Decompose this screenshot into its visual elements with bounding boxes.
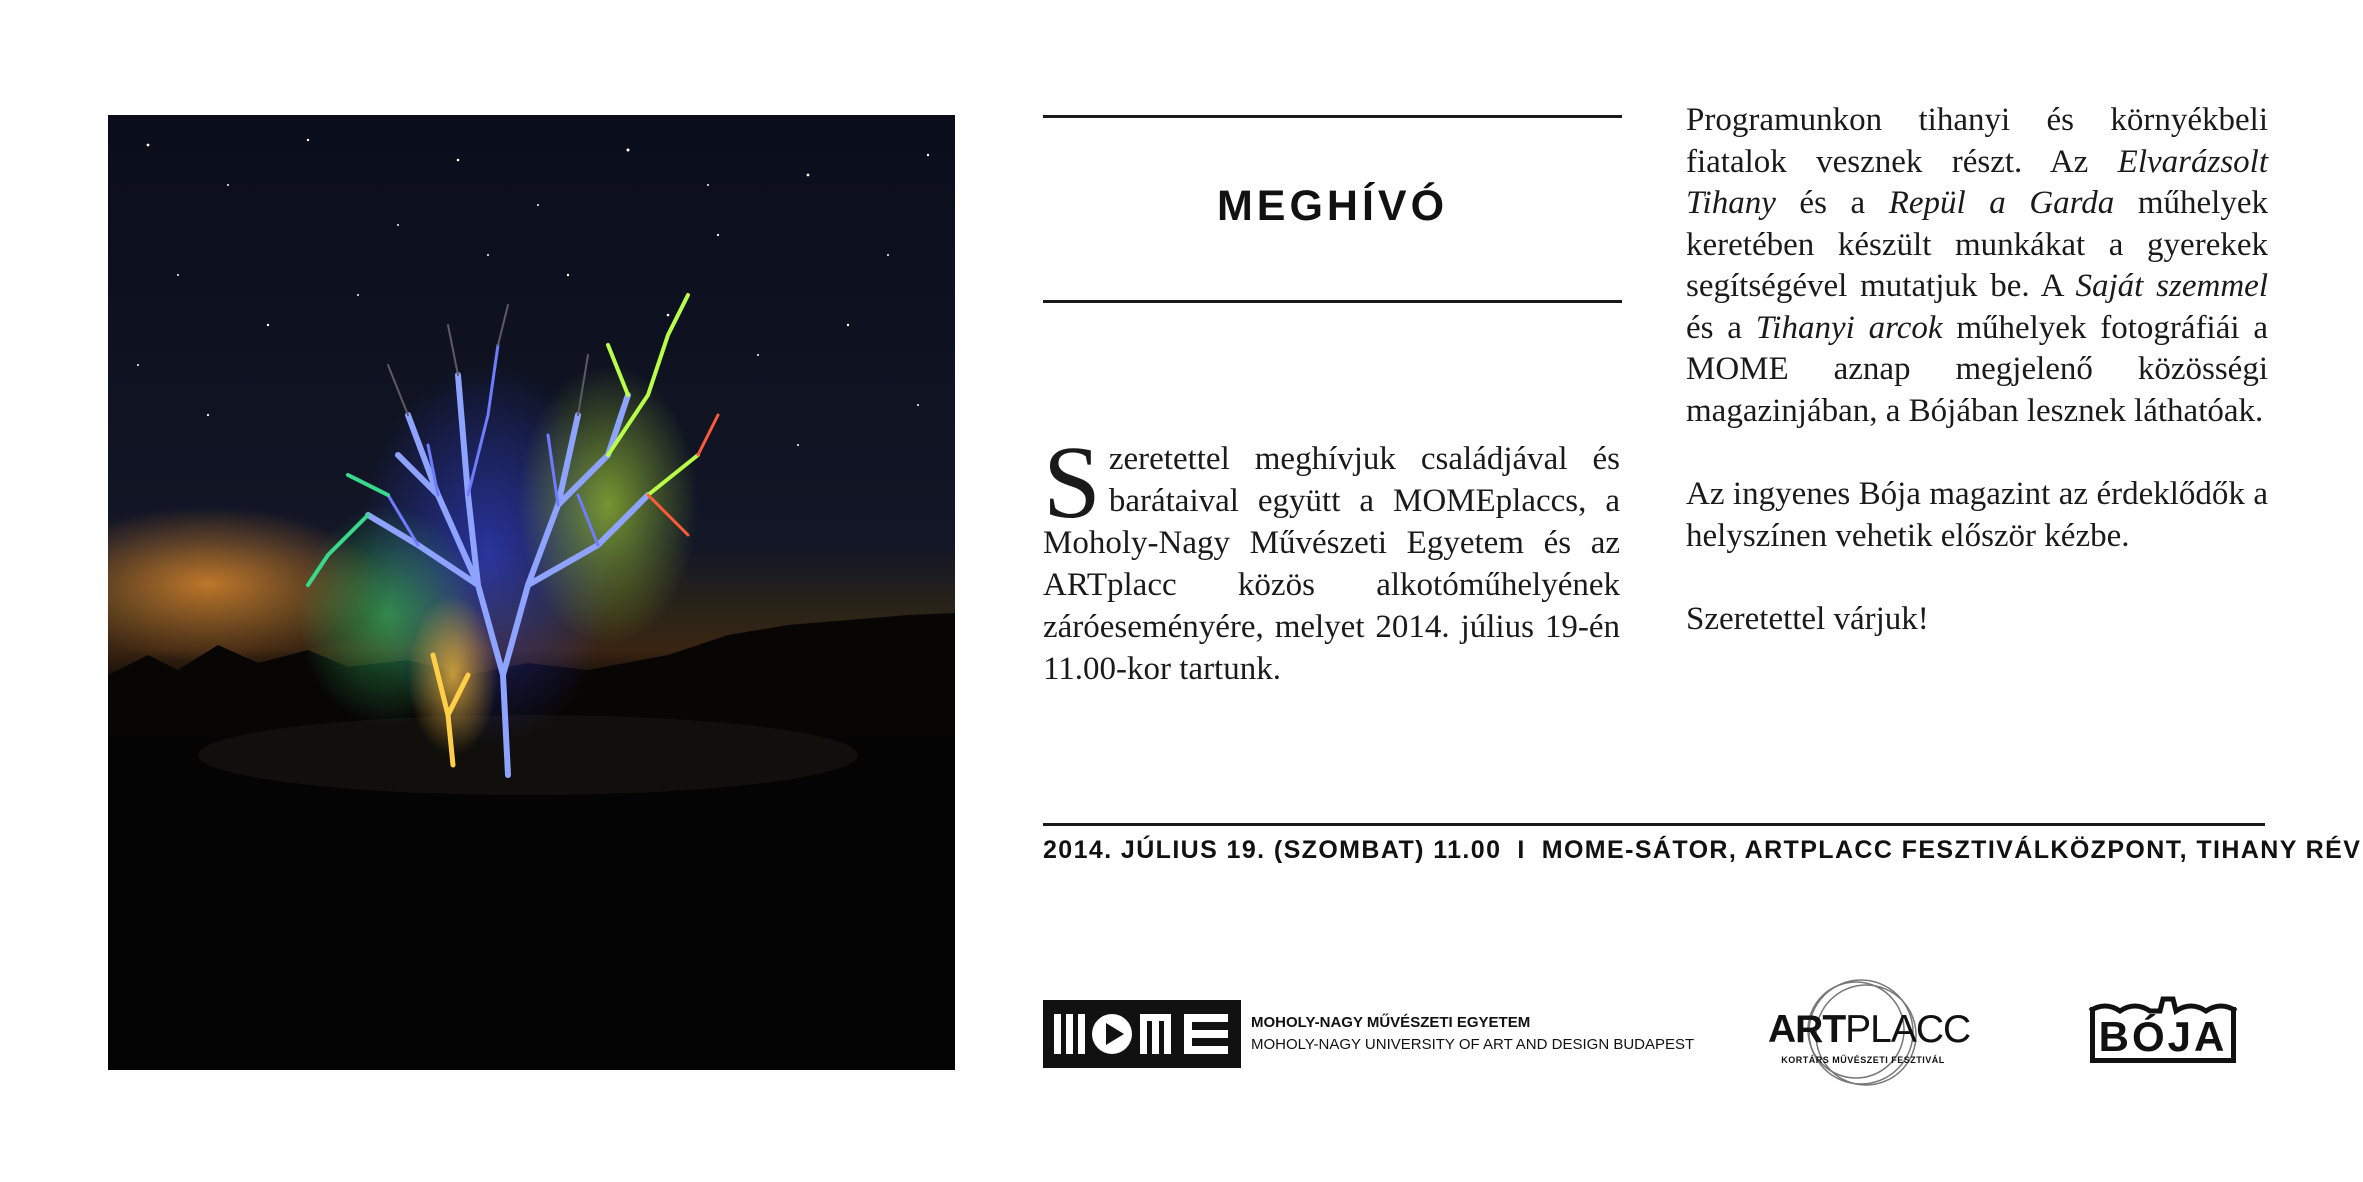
workshop-name-4: Tihanyi arcok — [1755, 309, 1943, 346]
boja-logo — [2090, 995, 2246, 1070]
magazine-paragraph: Az ingyenes Bója magazint az érdeklődők a helyszínen vehetik először kézbe. — [1686, 476, 2268, 554]
program-text-1: Programunkon tihanyi és környékbeli fiatalok vesznek részt. Az — [1686, 102, 2268, 180]
workshop-name-1: Elvarázsolt Tihany — [1686, 143, 2268, 221]
mome-logo-text — [1251, 1012, 1694, 1056]
workshop-name-2: Repül a Garda — [1888, 185, 2115, 221]
title-top-rule — [1043, 115, 1622, 118]
intro-paragraph — [1043, 425, 1620, 690]
mome-logo-mark — [1043, 1000, 1241, 1068]
program-text-2: és a — [1775, 185, 1889, 221]
artplacc-name-bold: ART — [1768, 1008, 1846, 1051]
program-text-3: műhelyek keretében készült munkákat a gyerekek segítségével mutatjuk be. A — [1686, 185, 2268, 304]
mome-name-hu: MOHOLY-NAGY MŰVÉSZETI EGYETEM — [1251, 1014, 1531, 1031]
intro-text: zeretettel meghívjuk családjával és barátaival együtt a MOMEplaccs, a Moholy-Nagy Művészeti Egyetem és az ARTplacc közös alkotóműhelyének záróeseményére, melyet 2014. július 19-én 11.00-kor tartunk. — [1043, 441, 1620, 687]
program-text-5: műhelyek fotográfiái a MOME aznap megjelenő közösségi magazinjában, a Bójában lesznek láthatóak. — [1686, 309, 2268, 429]
program-paragraph — [1686, 100, 2268, 432]
program-text-4: és a — [1686, 309, 1756, 346]
artplacc-name — [1768, 1008, 1971, 1052]
workshop-name-3: Saját szemmel — [2075, 268, 2268, 304]
artplacc-logo — [1768, 975, 1971, 1090]
night-tree-photo — [108, 115, 955, 1070]
event-details — [1043, 836, 2362, 865]
program-description — [1686, 100, 2268, 683]
title-bottom-rule — [1043, 300, 1622, 303]
invitation-title: MEGHÍVÓ — [1216, 182, 1449, 230]
mome-name-en: MOHOLY-NAGY UNIVERSITY OF ART AND DESIGN BUDAPEST — [1251, 1036, 1695, 1053]
event-rule — [1043, 823, 2265, 826]
intro-dropcap: S — [1043, 425, 1101, 540]
boja-name: BÓJA — [2098, 1013, 2228, 1060]
artplacc-subtitle: KORTÁRS MŰVÉSZETI FESZTIVÁL — [1781, 1055, 1945, 1065]
closing-greeting: Szeretettel várjuk! — [1686, 601, 1929, 637]
event-date: 2014. JÚLIUS 19. (SZOMBAT) 11.00 — [1043, 836, 1502, 864]
event-venue: MOME-SÁTOR, ARTPLACC FESZTIVÁLKÖZPONT, TIHANY RÉV — [1541, 836, 2362, 864]
event-separator: I — [1517, 836, 1526, 864]
artplacc-name-rest: PLACC — [1845, 1008, 1971, 1051]
mome-logo — [1043, 1000, 1694, 1068]
